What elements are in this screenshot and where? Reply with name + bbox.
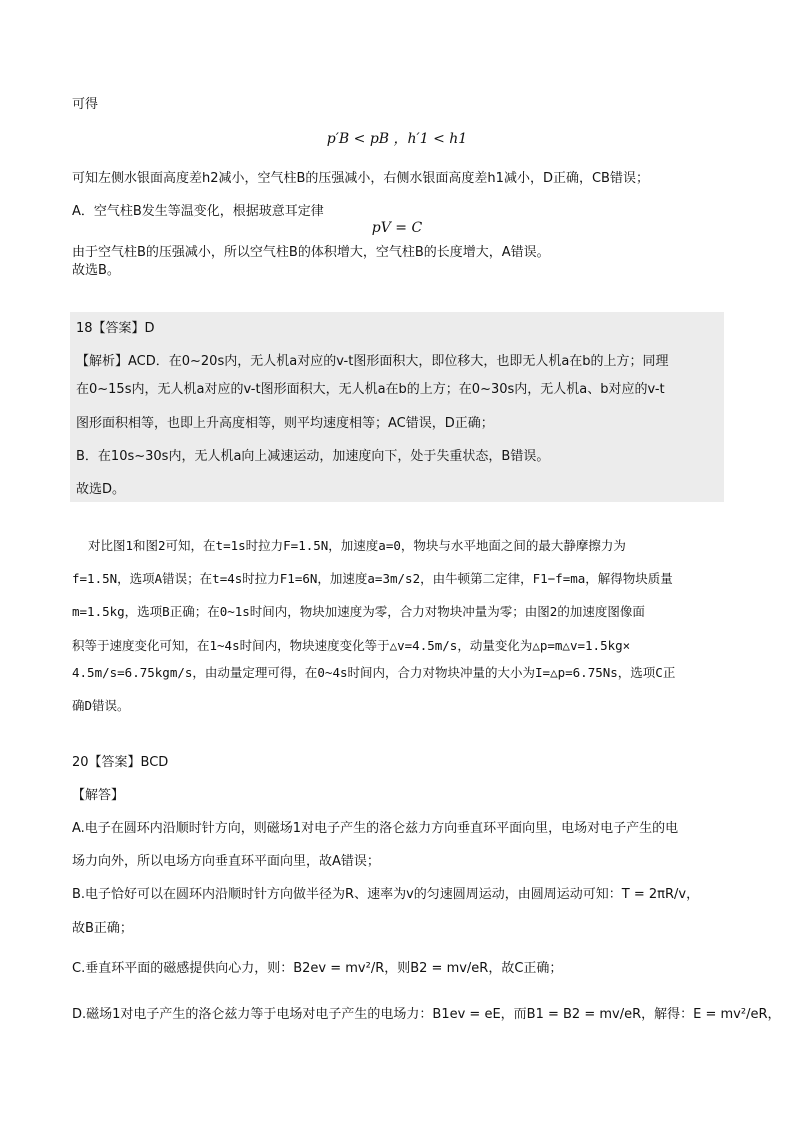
text-line: 在0~15s内，无人机a对应的v-t图形面积大，无人机a在b的上方；在0~30s内，无人机a、b对应的v-t [76,382,665,397]
text-line: 场力向外，所以电场方向垂直环平面向里，故A错误； [72,854,380,869]
text-line: 对比图1和图2可知，在t=1s时拉力F=1.5N，加速度a=0，物块与水平地面之间的最大静摩擦力为 [88,538,626,553]
text-line: 确D错误。 [72,698,130,713]
text-line: 图形面积相等，也即上升高度相等，则平均速度相等；AC错误，D正确； [76,416,494,431]
equation: p′B < pB ，h′1 < h1 [326,131,468,147]
text-line: B．在10s~30s内，无人机a向上减速运动，加速度向下，处于失重状态，B错误。 [76,449,550,464]
text-line: 故B正确； [72,921,133,936]
text-line: 积等于速度变化可知，在1~4s时间内，物块速度变化等于△v=4.5m/s，动量变化为△p=m△v=1.5kg× [72,638,631,653]
answer-heading: 18【答案】D [76,321,155,336]
text-line: A．空气柱B发生等温变化，根据玻意耳定律 [72,204,324,219]
text-line: A.电子在圆环内沿顺时针方向，则磁场1对电子产生的洛仑兹力方向垂直环平面向里，电场对电子产生的电 [72,821,679,836]
text-line: m=1.5kg，选项B正确；在0~1s时间内，物块加速度为零，合力对物块冲量为零；由图2的加速度图像面 [72,604,645,619]
text-line: 故选D。 [76,482,126,497]
text-line: 4.5m/s=6.75kgm/s，由动量定理可得，在0~4s时间内，合力对物块冲量的大小为I=△p=6.75Ns，选项C正 [72,665,676,680]
text-line: 可得 [72,97,99,112]
equation: pV = C [371,220,423,236]
text-line: 故选B。 [72,263,120,278]
text-line: 可知左侧水银面高度差h2减小，空气柱B的压强减小，右侧水银面高度差h1减小，D正确，CB错误； [72,171,649,186]
text-line: D.磁场1对电子产生的洛仑兹力等于电场对电子产生的电场力：B1ev = eE，而B1 = B2 = mv/eR，解得：E = mv²/eR， [72,1007,781,1022]
text-line: f=1.5N，选项A错误；在t=4s时拉力F1=6N，加速度a=3m/s2，由牛顿第二定律，F1−f=ma，解得物块质量 [72,571,673,586]
answer-heading: 20【答案】BCD [72,755,169,770]
answer-block-18 [70,312,724,502]
text-line: 【解答】 [72,788,125,803]
text-line: 由于空气柱B的压强减小，所以空气柱B的体积增大，空气柱B的长度增大，A错误。 [72,245,550,260]
text-line: B.电子恰好可以在圆环内沿顺时针方向做半径为R、速率为v的匀速圆周运动，由圆周运动可知：T = 2πR/v， [72,887,700,902]
text-line: C.垂直环平面的磁感提供向心力，则：B2ev = mv²/R，则B2 = mv/eR，故C正确； [72,961,563,976]
text-line: 【解析】ACD．在0~20s内，无人机a对应的v-t图形面积大，即位移大，也即无人机a在b的上方；同理 [76,354,669,369]
